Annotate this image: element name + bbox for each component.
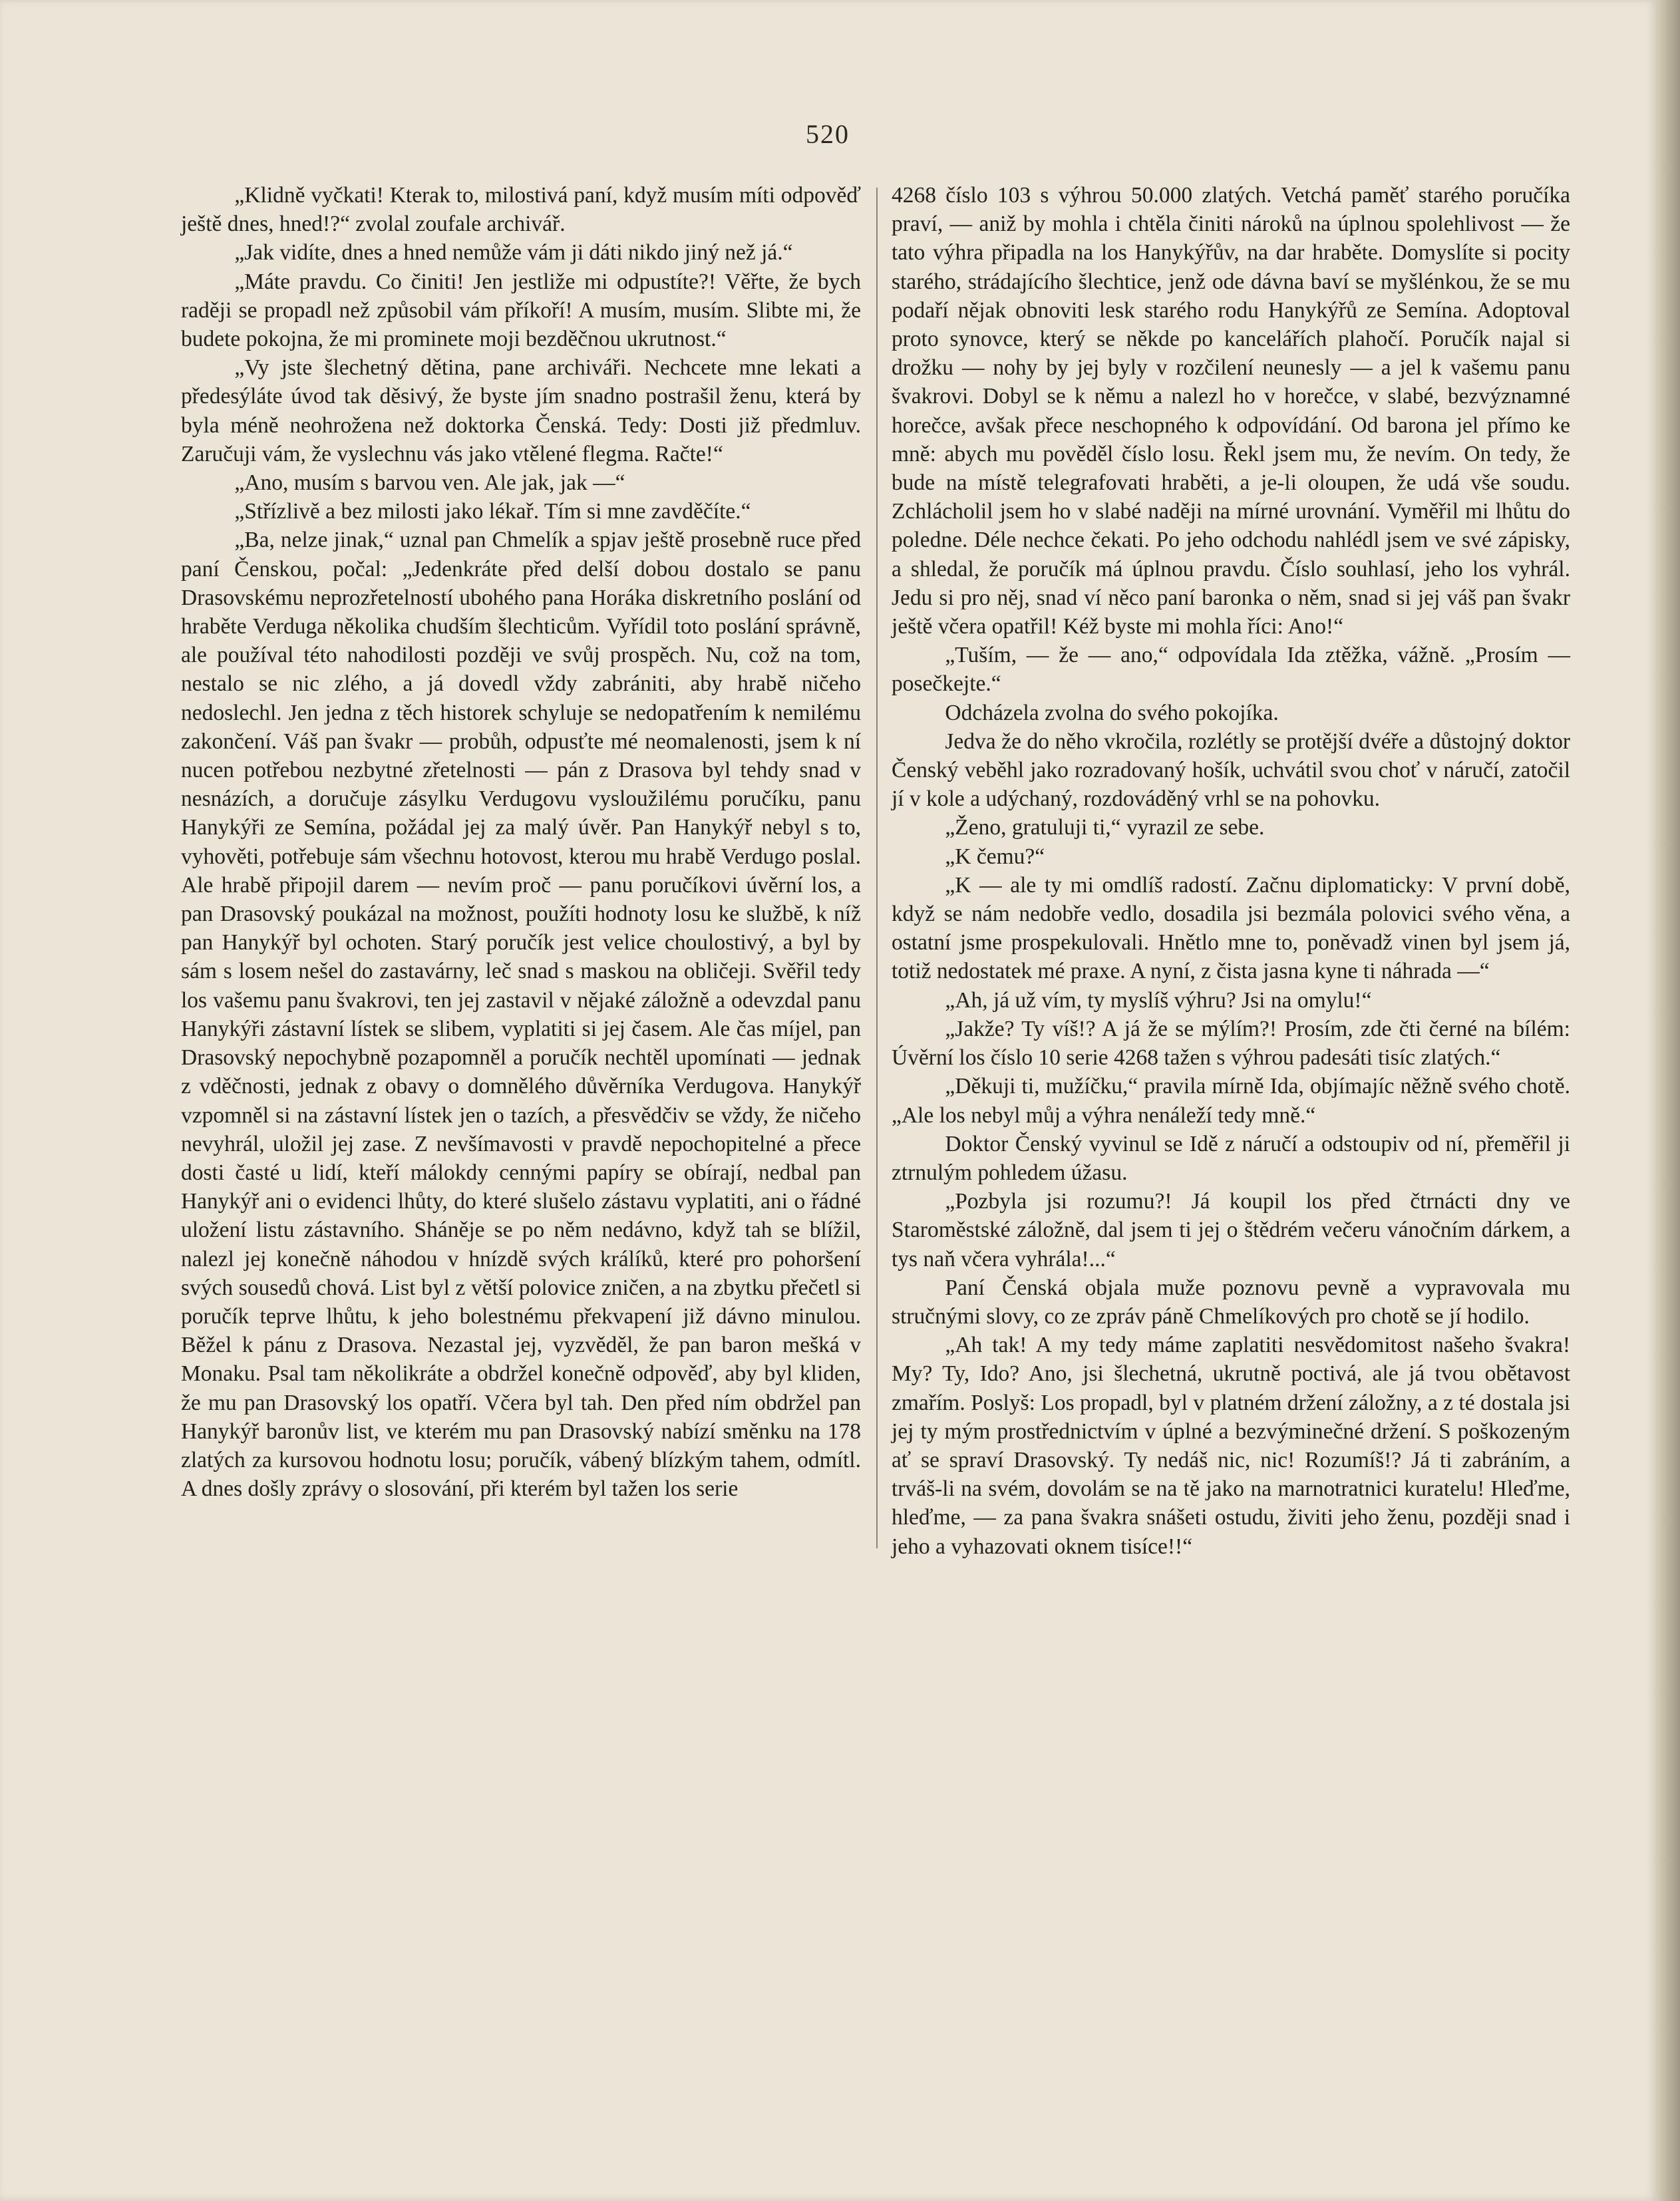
paragraph: „Pozbyla jsi rozumu?! Já koupil los před čtrnácti dny ve Staroměstské záložně, dal jsem ti jej o štědrém večeru vánočním dárkem, a tys naň včera vyhrála!...“ xyxy=(892,1189,1570,1271)
paragraph: Jedva že do něho vkročila, rozlétly se protější dvéře a důstojný doktor Čenský veběhl jako rozradovaný hošík, uchvátil svou choť v náručí, zatočil jí v kole a udýchaný, rozdováděný vrhl se na pohovku. xyxy=(892,729,1570,812)
paragraph: „Klidně vyčkati! Kterak to, milostivá paní, když musím míti odpověď ještě dnes, hned!?“ zvolal zoufale archivář. xyxy=(181,183,861,237)
paragraph: „Ah tak! A my tedy máme zaplatiti nesvědomitost našeho švakra! My? Ty, Ido? Ano, jsi šlechetná, ukrutně poctivá, ale já tvou obětavost zmařím. Poslyš: Los propadl, byl v platném držení záložny, a z té dostala jsi jej ty mým prostřednictvím v úplné a bezvýminečné držení. S poškozeným ať se spraví Drasovský. Ty nedáš nic, nic! Rozumíš!? Já ti zabráním, a trváš-li na svém, dovolám se na tě jako na marnotratnici kuratelu! Hleďme, hleďme, — za pana švakra snášeti ostudu, živiti jeho ženu, později snad i jeho a vyhazovati oknem tisíce!!“ xyxy=(892,1333,1570,1559)
paragraph: „Střízlivě a bez milosti jako lékař. Tím si mne zavděčíte.“ xyxy=(234,499,751,524)
paragraph: Doktor Čenský vyvinul se Idě z náručí a odstoupiv od ní, přeměřil ji ztrnulým pohledem úžasu. xyxy=(892,1131,1570,1185)
paragraph: „Vy jste šlechetný dětina, pane archiváři. Nechcete mne lekati a předesýláte úvod tak děsivý, že byste jím snadno postrašil ženu, která by byla méně neohrožena než doktorka Čenská. Tedy: Dosti již předmluv. Zaručuji vám, že vyslechnu vás jako vtělené flegma. Račte!“ xyxy=(181,355,861,466)
book-spine-edge xyxy=(1655,0,1680,2201)
paragraph: 4268 číslo 103 s výhrou 50.000 zlatých. Vetchá paměť starého poručíka praví, — aniž by mohla i chtěla činiti nároků na úplnou spolehlivost — že tato výhra připadla na los Hanykýřův, na dar hraběte. Domyslíte si pocity starého, strádajícího šlechtice, jenž ode dávna baví se myšlénkou, že se mu podaří nějak obnoviti lesk starého rodu Hanykýřů ze Semína. Adoptoval proto synovce, který se někde po kancelářích plahočí. Poručík najal si drožku — nohy by jej byly v rozčilení neunesly — a jel k vašemu panu švakrovi. Dobyl se k němu a nalezl ho v horečce, v slabé, bezvýznamné horečce, avšak přece neschopného k odpovídání. Od barona jel přímo ke mně: abych mu pověděl číslo losu. Řekl jsem mu, že nevím. On tedy, že bude na místě telegrafovati hraběti, a je-li oloupen, že udá vše soudu. Zchlácholil jsem ho v slabé naději na mírné urovnání. Vyměřil mi lhůtu do poledne. Déle nechce čekati. Po jeho odchodu nahlédl jsem ve své zápisky, a shledal, že poručík má úplnou pravdu. Číslo souhlasí, jeho los vyhrál. Jedu si pro něj, snad ví něco paní baronka o něm, snad si jej váš pan švakr ještě včera opatřil! Kéž byste mi mohla říci: Ano!“ xyxy=(892,183,1570,639)
right-column xyxy=(892,181,1570,1561)
paragraph: Paní Čenská objala muže poznovu pevně a vypravovala mu stručnými slovy, co ze zpráv páně Chmelíkových pro chotě se jí hodilo. xyxy=(892,1275,1570,1329)
left-column xyxy=(181,181,861,1503)
paragraph: Odcházela zvolna do svého pokojíka. xyxy=(945,700,1279,725)
paragraph: „Ba, nelze jinak,“ uznal pan Chmelík a spjav ještě prosebně ruce před paní Čenskou, počal: „Jedenkráte před delší dobou dostalo se panu Drasovskému neprozřetelností ubohého pana Horáka diskretního poslání od hraběte Verduga několika chudším šlechticům. Vyřídil toto poslání správně, ale používal této nahodilosti později ve svůj prospěch. Nu, což na tom, nestalo se nic zlého, a já dovedl vždy zabrániti, aby hrabě ničeho nedoslechl. Jen jedna z těch historek schyluje se nedopatřením k nemilému zakončení. Váš pan švakr — probůh, odpusťte mé neomalenosti, jsem k ní nucen potřebou nezbytné zřetelnosti — pán z Drasova byl tehdy snad v nesnázích, a doručuje zásylku Verdugovu vysloužilému poručíku, panu Hanykýři ze Semína, požádal jej za malý úvěr. Pan Hanykýř nebyl s to, vyhověti, potřebuje sám všechnu hotovost, kterou mu hrabě Verdugo poslal. Ale hrabě připojil darem — nevím proč — panu poručíkovi úvěrní los, a pan Drasovský poukázal na možnost, použíti hodnoty losu ke službě, k níž pan Hanykýř byl ochoten. Starý poručík jest velice choulostivý, a byl by sám s losem nešel do zastavárny, leč snad s maskou na obličeji. Svěřil tedy los vašemu panu švakrovi, ten jej zastavil v nějaké záložně a odevzdal panu Hanykýři zástavní lístek se slibem, vyplatiti si jej časem. Ale čas míjel, pan Drasovský nepochybně pozapomněl a poručík nechtěl upomínati — jednak z vděčnosti, jednak z obavy o domnělého důvěrníka Verdugova. Hanykýř vzpomněl si na zástavní lístek jen o tazích, a přesvědčiv se vždy, že ničeho nevyhrál, uložil jej zase. Z nevšímavosti v pravdě nepochopitelné a přece dosti časté u lidí, kteří málokdy cennými papíry se obírají, nedbal pan Hanykýř ani o evidenci lhůty, do které slušelo zástavu vyplatiti, ani o řádné uložení listu zástavního. Sháněje se po něm nedávno, když tah se blížil, nalezl jej konečně náhodou v hnízdě svých králíků, které pro pohoršení svých sousedů chová. List byl z větší polovice zničen, a na zbytku přečetl si poručík teprve lhůtu, k jeho bolestnému překvapení již dávno minulou. Běžel k pánu z Drasova. Nezastal jej, vyzvěděl, že pan baron mešká v Monaku. Psal tam několikráte a obdržel konečně odpověď, aby byl kliden, že mu pan Drasovský los opatří. Včera byl tah. Den před ním obdržel pan Hanykýř baronův list, ve kterém mu pan Drasovský nabízí směnku na 178 zlatých za kursovou hodnotu losu; poručík, vábený blízkým tahem, odmítl. A dnes došly zprávy o slosování, při kterém byl tažen los serie xyxy=(181,528,861,1502)
paragraph: „K čemu?“ xyxy=(945,844,1045,869)
paragraph: „Máte pravdu. Co činiti! Jen jestliže mi odpustíte?! Věřte, že bych raději se propadl než způsobil vám příkoří! A musím, musím. Slibte mi, že budete pokojna, že mi prominete moji bezděčnou ukrutnost.“ xyxy=(181,269,861,352)
paragraph: „Jakže? Ty víš!? A já že se mýlím?! Prosím, zde čti černé na bílém: Úvěrní los číslo 10 serie 4268 tažen s výhrou padesáti tisíc zlatých.“ xyxy=(892,1016,1570,1071)
page-number: 520 xyxy=(806,119,850,149)
paragraph: „Ženo, gratuluji ti,“ vyrazil ze sebe. xyxy=(945,815,1265,840)
column-divider xyxy=(876,188,878,1548)
paragraph: „Tuším, — že — ano,“ odpovídala Ida ztěžka, vážně. „Prosím — posečkejte.“ xyxy=(892,643,1570,697)
paragraph: „Děkuji ti, mužíčku,“ pravila mírně Ida, objímajíc něžně svého chotě. „Ale los nebyl můj a výhra nenáleží tedy mně.“ xyxy=(892,1074,1570,1128)
paragraph: „Ano, musím s barvou ven. Ale jak, jak —“ xyxy=(234,470,625,496)
paragraph: „Ah, já už vím, ty myslíš výhru? Jsi na omylu!“ xyxy=(945,987,1372,1013)
paragraph: „K — ale ty mi omdlíš radostí. Začnu diplomaticky: V první době, když se nám nedobře vedlo, dosadila jsi bezmála polovici svého věna, a ostatní jsme prospekulovali. Hnětlo mne to, poněvadž vinen byl jsem já, totiž nedostatek mé praxe. A nyní, z čista jasna kyne ti náhrada —“ xyxy=(892,872,1570,984)
paragraph: „Jak vidíte, dnes a hned nemůže vám ji dáti nikdo jiný než já.“ xyxy=(234,240,793,265)
